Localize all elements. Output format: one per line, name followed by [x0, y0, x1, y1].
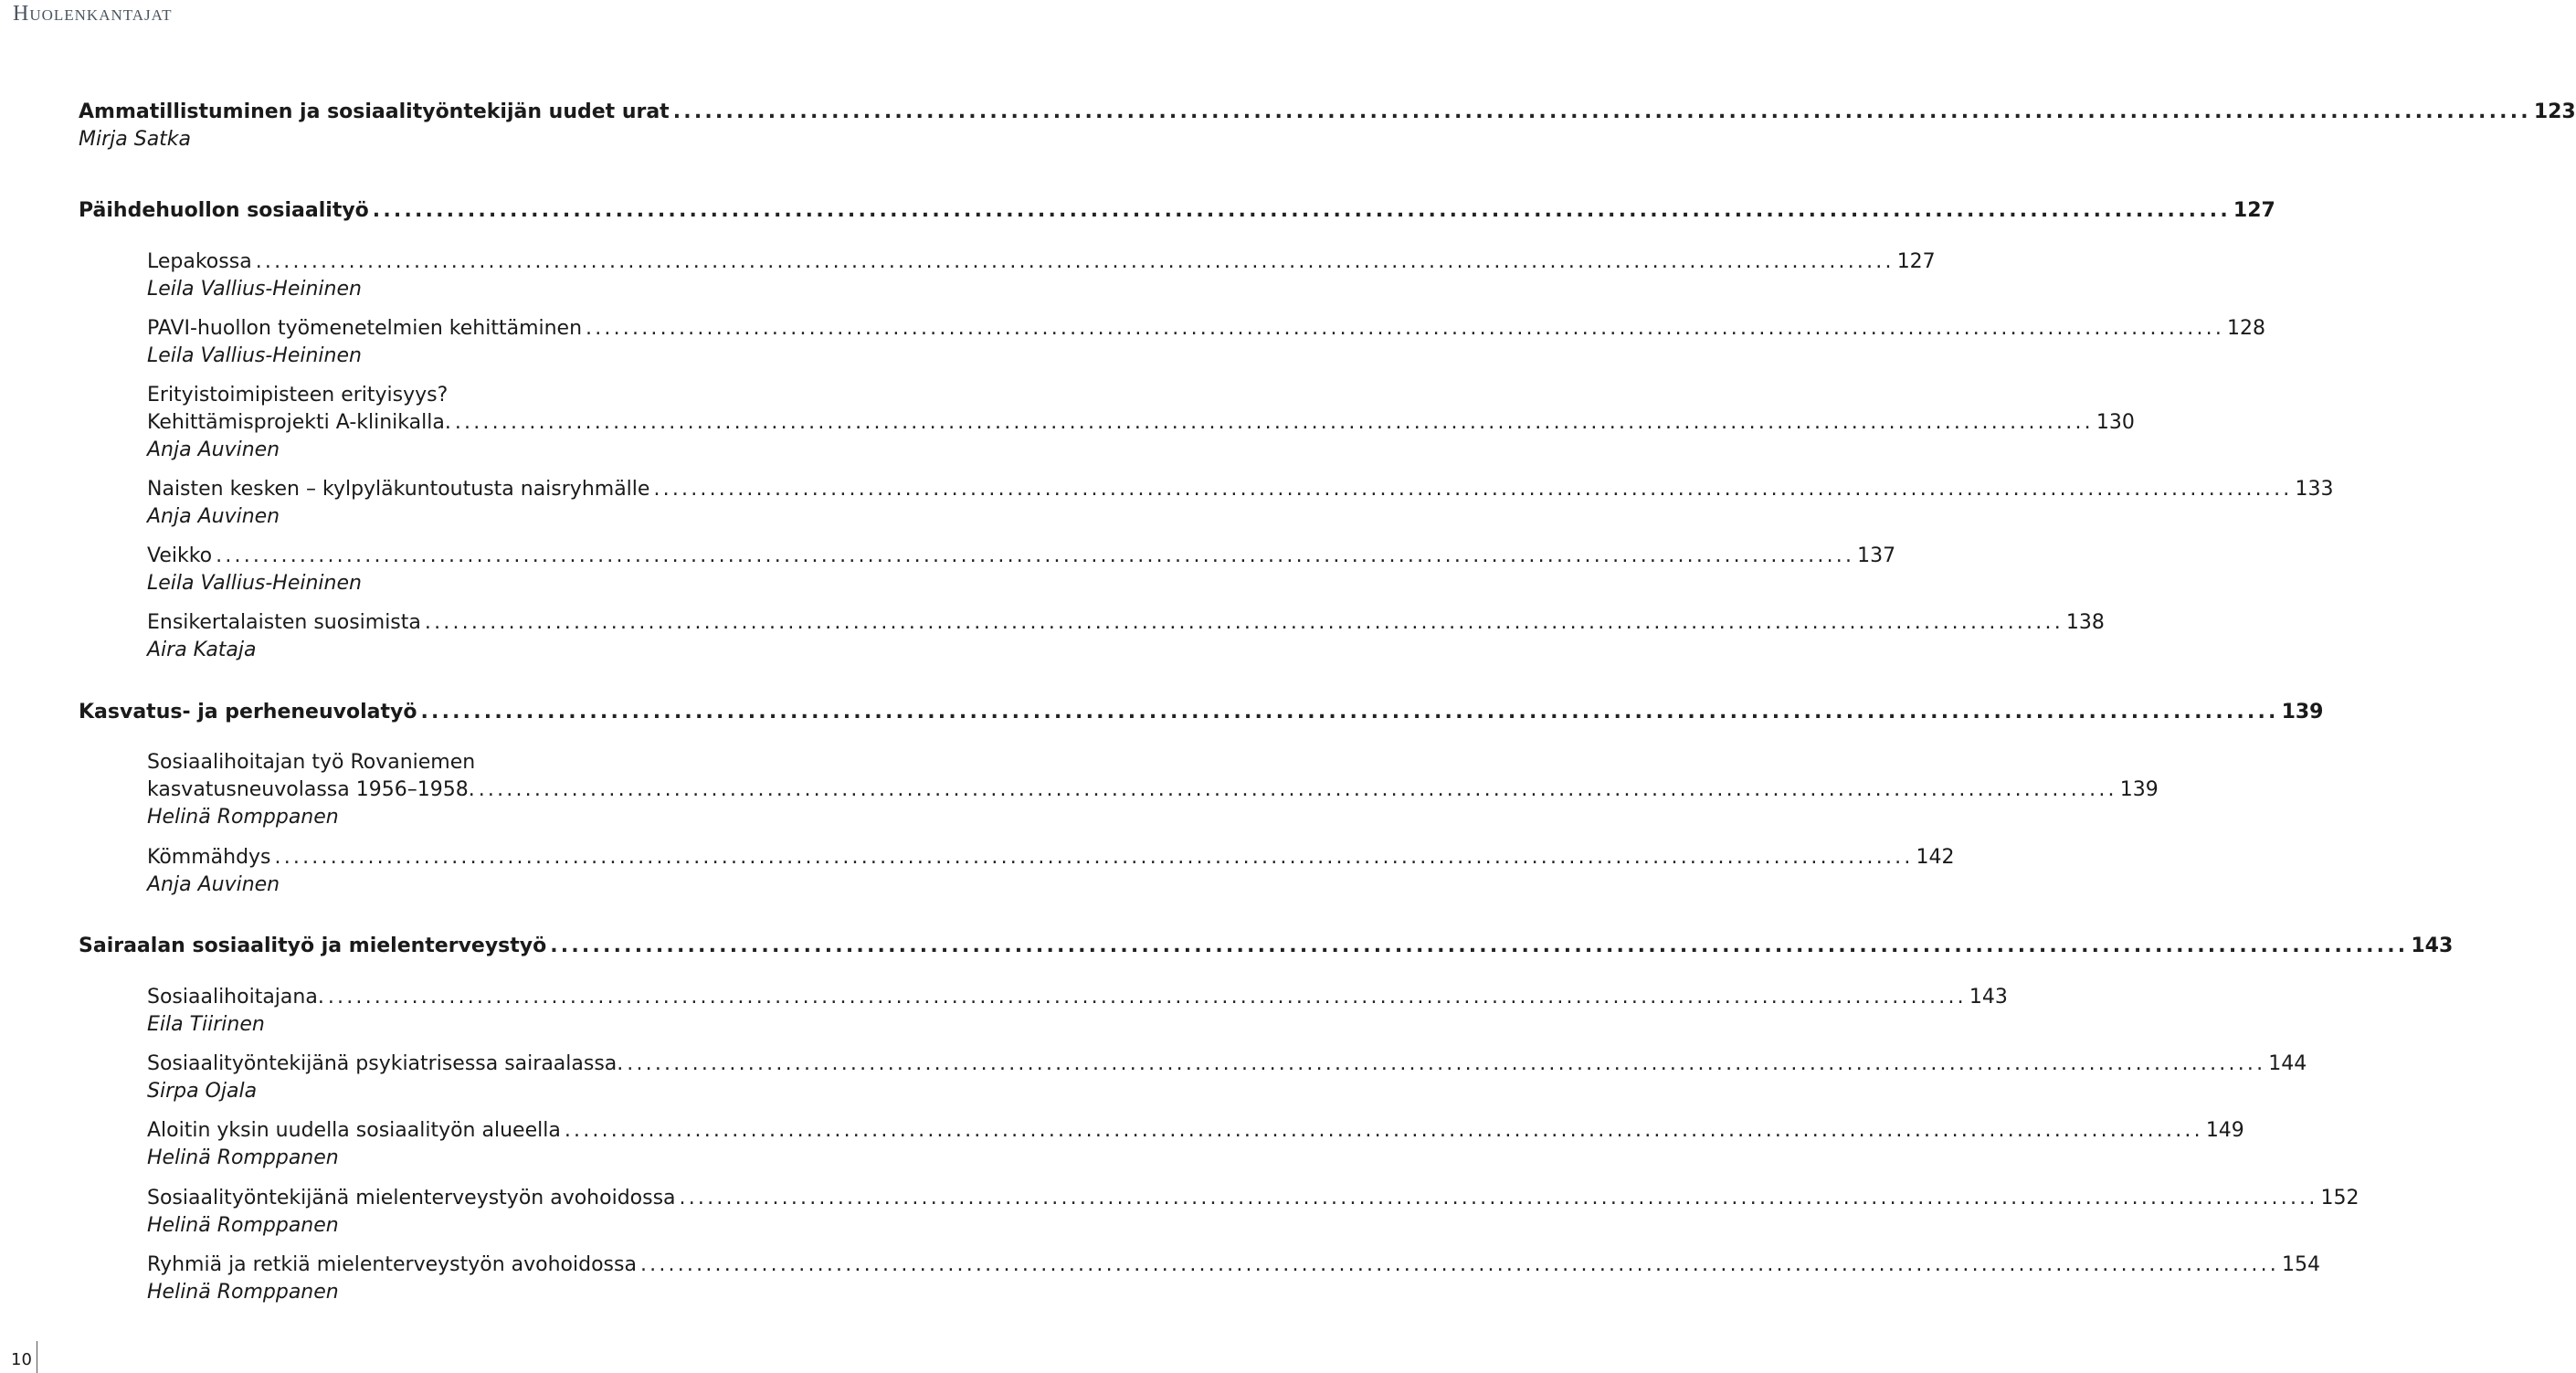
toc-line	[0, 315, 2266, 343]
toc-title: Päihdehuollon sosiaalityö	[79, 199, 369, 222]
toc-author: Leila Vallius-Heininen	[147, 278, 362, 301]
toc-page-number: 144	[2268, 1052, 2307, 1075]
toc-page-number: 152	[2320, 1187, 2360, 1209]
toc-author: Leila Vallius-Heininen	[147, 344, 362, 367]
toc-title: Kömmähdys	[147, 846, 271, 869]
toc-page-number: 143	[1969, 986, 2008, 1009]
toc-title: Kasvatus- ja perheneuvolatyö	[79, 701, 417, 723]
dot-leader: ................................................................................................................................................................................	[586, 317, 2225, 340]
toc-page-number: 127	[1896, 250, 1936, 273]
toc-article	[0, 543, 1896, 597]
toc-line	[0, 99, 2576, 126]
dot-leader: ................................................................................................................................................................................	[454, 411, 2094, 434]
running-head: Huolenkantajat	[13, 2, 173, 26]
dot-leader: ................................................................................................................................................................................	[478, 778, 2117, 801]
toc-article	[0, 476, 2334, 531]
toc-article	[0, 248, 1936, 303]
toc-title-line: Erityistoimipisteen erityisyys?	[147, 384, 449, 407]
page-number: 10	[11, 1350, 32, 1369]
toc-article	[0, 844, 1955, 899]
toc-line	[0, 248, 1936, 276]
toc-line	[0, 933, 2454, 960]
toc-page-number: 127	[2233, 199, 2275, 222]
toc-line	[0, 1051, 2307, 1078]
toc-line	[0, 1252, 2320, 1279]
toc-author: Helinä Romppanen	[147, 1281, 339, 1304]
dot-leader: ................................................................................................................................................................................	[653, 478, 2293, 501]
toc-author: Helinä Romppanen	[147, 1146, 339, 1169]
dot-leader: ................................................................................................................................................................................	[424, 611, 2064, 634]
toc-title: Veikko	[147, 544, 213, 567]
toc-line	[0, 543, 1896, 570]
toc-title: Kehittämisprojekti A-klinikalla.	[147, 411, 451, 434]
toc-page-number: 154	[2281, 1253, 2320, 1276]
toc-title: Sairaalan sosiaalityö ja mielenterveystyö	[79, 935, 547, 957]
toc-author: Sirpa Ojala	[147, 1080, 258, 1103]
toc-title: Aloitin yksin uudella sosiaalityön alueella	[147, 1119, 561, 1142]
toc-line	[0, 476, 2334, 503]
toc-line	[0, 609, 2105, 637]
toc-author: Mirja Satka	[79, 128, 192, 151]
dot-leader: ................................................................................................................................................................................	[420, 701, 2279, 723]
toc-line	[0, 844, 1955, 871]
toc-title: Naisten kesken – kylpyläkuntoutusta naisryhmälle	[147, 478, 650, 501]
dot-leader: ................................................................................................................................................................................	[639, 1253, 2279, 1276]
toc-section	[0, 933, 2454, 960]
dot-leader: ................................................................................................................................................................................	[274, 846, 1914, 869]
toc-article	[0, 382, 2135, 464]
toc-title: Sosiaalityöntekijänä psykiatrisessa sairaalassa.	[147, 1052, 624, 1075]
toc-title: Ensikertalaisten suosimista	[147, 611, 421, 634]
toc-line	[0, 409, 2135, 437]
toc-article	[0, 1051, 2307, 1105]
toc-page-number: 133	[2295, 478, 2334, 501]
toc-title: Sosiaalihoitajana.	[147, 986, 324, 1009]
toc-title: Ammatillistuminen ja sosiaalityöntekijän uudet urat	[79, 100, 670, 123]
toc-title: Sosiaalityöntekijänä mielenterveystyön avohoidossa	[147, 1187, 676, 1209]
dot-leader: ................................................................................................................................................................................	[672, 100, 2531, 123]
dot-leader: ................................................................................................................................................................................	[327, 986, 1967, 1009]
dot-leader: ................................................................................................................................................................................	[564, 1119, 2203, 1142]
toc-page-number: 137	[1857, 544, 1896, 567]
toc-section	[0, 699, 2324, 726]
dot-leader: ................................................................................................................................................................................	[372, 199, 2231, 222]
toc-line	[0, 1185, 2360, 1212]
toc-title-line: Sosiaalihoitajan työ Rovaniemen	[147, 751, 476, 774]
toc-page-number: 139	[2119, 778, 2159, 801]
toc-line	[0, 197, 2275, 225]
toc-page-number: 143	[2411, 935, 2454, 957]
toc-section	[0, 99, 2576, 153]
toc-line	[0, 1117, 2244, 1145]
toc-author: Anja Auvinen	[147, 873, 280, 896]
toc-page-number: 149	[2205, 1119, 2244, 1142]
dot-leader: ................................................................................................................................................................................	[627, 1052, 2266, 1075]
toc-title: kasvatusneuvolassa 1956–1958.	[147, 778, 475, 801]
toc-author: Anja Auvinen	[147, 438, 280, 461]
toc-title: Ryhmiä ja retkiä mielenterveystyön avohoidossa	[147, 1253, 637, 1276]
toc-line	[0, 699, 2324, 726]
toc-line	[0, 776, 2159, 804]
toc-article	[0, 1185, 2360, 1240]
toc-section	[0, 197, 2275, 225]
dot-leader: ................................................................................................................................................................................	[255, 250, 1895, 273]
toc-page-number: 138	[2065, 611, 2105, 634]
toc-author: Helinä Romppanen	[147, 806, 339, 829]
toc-line	[0, 984, 2008, 1011]
toc-article	[0, 315, 2266, 370]
toc-title: Lepakossa	[147, 250, 252, 273]
toc-author: Helinä Romppanen	[147, 1214, 339, 1237]
toc-author: Leila Vallius-Heininen	[147, 572, 362, 595]
toc-article	[0, 1252, 2320, 1306]
toc-author: Anja Auvinen	[147, 505, 280, 528]
dot-leader: ................................................................................................................................................................................	[550, 935, 2409, 957]
dot-leader: ................................................................................................................................................................................	[679, 1187, 2318, 1209]
toc-author: Eila Tiirinen	[147, 1013, 265, 1036]
toc-page-number: 123	[2533, 100, 2576, 123]
toc-title: PAVI-huollon työmenetelmien kehittäminen	[147, 317, 583, 340]
toc-page-number: 128	[2227, 317, 2266, 340]
toc-page-number: 142	[1916, 846, 1955, 869]
toc-article	[0, 609, 2105, 664]
dot-leader: ................................................................................................................................................................................	[216, 544, 1855, 567]
toc-page-number: 130	[2096, 411, 2135, 434]
toc-article	[0, 1117, 2244, 1172]
toc-article	[0, 984, 2008, 1039]
toc-page-number: 139	[2281, 701, 2324, 723]
toc-article	[0, 749, 2159, 831]
toc-author: Aira Kataja	[147, 639, 257, 661]
